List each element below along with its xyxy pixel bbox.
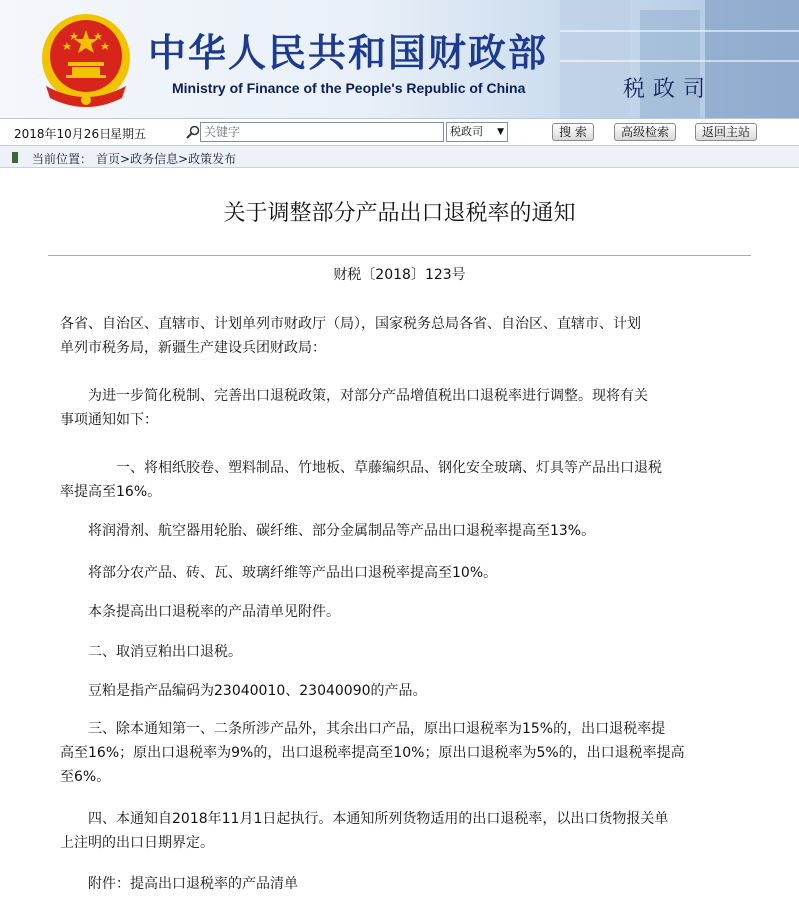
paragraph-line: 将部分农产品、砖、瓦、玻璃纤维等产品出口退税率提高至10%。 [60,565,498,581]
site-title-en: Ministry of Finance of the People's Republic of China [172,80,526,96]
search-icon [186,125,200,139]
search-scope-value: 税政司 [450,125,483,138]
banner-stripe [560,60,799,62]
article-paragraph [60,561,750,585]
article-paragraph [60,600,750,624]
article-title: 关于调整部分产品出口退税率的通知 [223,201,576,226]
site-title-cn: 中华人民共和国财政部 [148,30,549,75]
paragraph-line: 上注明的出口日期界定。 [60,835,214,851]
paragraph-line: 单列市税务局，新疆生产建设兵团财政局： [60,340,326,356]
breadcrumb-separator: > [120,152,131,166]
article-paragraph [60,384,750,432]
article-paragraph [60,456,750,504]
article-paragraph [60,679,750,703]
paragraph-line: 至6%。 [60,769,111,785]
current-weekday: 星期五 [110,127,147,141]
search-button[interactable]: 搜 索 [552,123,594,141]
national-emblem-icon [36,8,136,112]
document-number: 财税〔2018〕123号 [333,267,466,283]
banner-stripe [560,30,799,32]
breadcrumb-trail [96,150,236,167]
paragraph-line: 四、本通知自2018年11月1日起执行。本通知所列货物适用的出口退税率，以出口货物报关单 [60,811,669,827]
article-paragraph [60,640,750,664]
article-paragraph [60,807,750,855]
search-scope-select[interactable] [446,122,508,142]
paragraph-line: 各省、自治区、直辖市、计划单列市财政厅（局），国家税务总局各省、自治区、直辖市、计划 [60,316,641,332]
article-paragraph [60,519,750,543]
breadcrumb-item-gov-info[interactable]: 政务信息 [130,152,179,166]
breadcrumb-item-home[interactable]: 首页 [96,152,121,166]
current-date: 2018年10月26日 [14,127,112,141]
breadcrumb [0,146,799,168]
breadcrumb-separator: > [178,152,189,166]
article-paragraph [60,717,750,789]
chevron-down-icon: ▼ [497,127,504,137]
paragraph-line: 一、将相纸胶卷、塑料制品、竹地板、草藤编织品、钢化安全玻璃、灯具等产品出口退税 [60,460,662,476]
search-input[interactable] [200,122,444,142]
paragraph-line: 将润滑剂、航空器用轮胎、碳纤维、部分金属制品等产品出口退税率提高至13%。 [60,523,596,539]
title-divider [48,255,751,256]
attachment-link[interactable]: 附件：提高出口退税率的产品清单 [60,876,298,892]
paragraph-line: 率提高至16%。 [60,484,162,500]
return-home-button[interactable]: 返回主站 [695,123,757,141]
location-marker-icon [12,152,18,163]
site-banner [0,0,799,118]
paragraph-line: 三、除本通知第一、二条所涉产品外，其余出口产品，原出口退税率为15%的，出口退税率提 [60,721,666,737]
department-label: 税政司 [622,77,713,102]
paragraph-line: 事项通知如下： [60,412,158,428]
paragraph-line: 本条提高出口退税率的产品清单见附件。 [60,604,340,620]
search-toolbar [0,118,799,146]
article-paragraph [60,872,750,896]
paragraph-line: 豆粕是指产品编码为23040010、23040090的产品。 [60,683,427,699]
breadcrumb-label: 当前位置： [32,152,93,166]
advanced-search-button[interactable]: 高级检索 [614,123,676,141]
article-paragraph [60,312,750,360]
paragraph-line: 高至16%；原出口退税率为9%的，出口退税率提高至10%；原出口退税率为5%的，出口退税率提高 [60,745,685,761]
paragraph-line: 二、取消豆粕出口退税。 [60,644,242,660]
paragraph-line: 为进一步简化税制、完善出口退税政策，对部分产品增值税出口退税率进行调整。现将有关 [60,388,648,404]
breadcrumb-item-policy-release[interactable]: 政策发布 [188,152,237,166]
